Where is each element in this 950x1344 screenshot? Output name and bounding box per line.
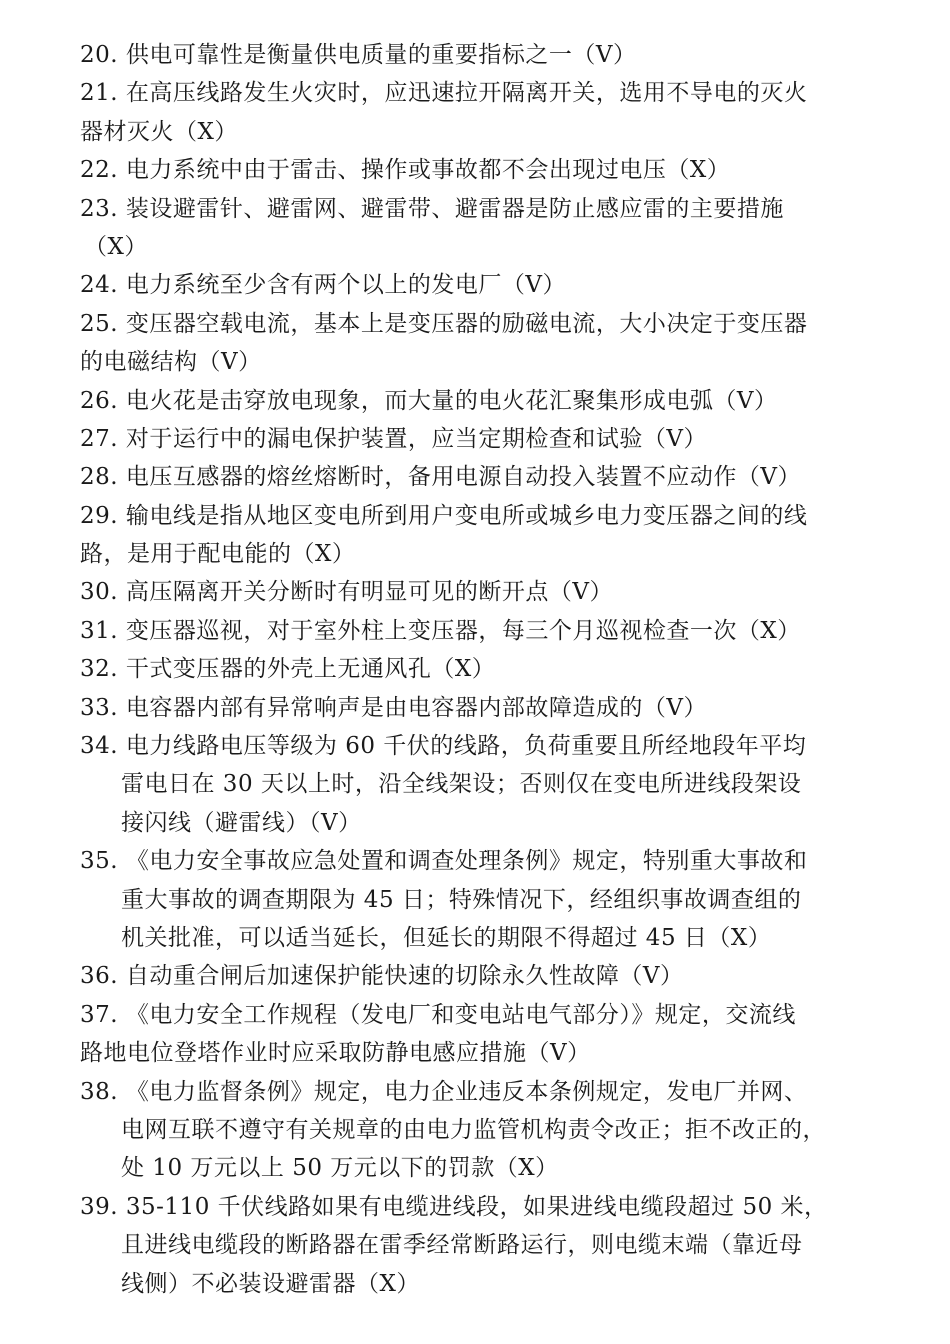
text-line: 37. 《电力安全工作规程（发电厂和变电站电气部分）》规定，交流线 xyxy=(80,1001,796,1028)
text-line: 接闪线（避雷线）（V） xyxy=(121,809,362,836)
text-line: 器材灭火（X） xyxy=(80,118,238,145)
text-line: 线侧）不必装设避雷器（X） xyxy=(121,1270,420,1297)
text-line: 路地电位登塔作业时应采取防静电感应措施（V） xyxy=(80,1040,591,1067)
document-page xyxy=(80,36,880,1303)
text-line: 30. 高压隔离开关分断时有明显可见的断开点（V） xyxy=(80,579,613,606)
text-line: 25. 变压器空载电流，基本上是变压器的励磁电流，大小决定于变压器 xyxy=(80,310,808,337)
text-line: 26. 电火花是击穿放电现象，而大量的电火花汇聚集形成电弧（V） xyxy=(80,387,778,414)
text-line: 35. 《电力安全事故应急处置和调查处理条例》规定，特别重大事故和 xyxy=(80,848,808,875)
text-line: 电网互联不遵守有关规章的由电力监管机构责令改正；拒不改正的， xyxy=(121,1116,826,1143)
text-line: 重大事故的调查期限为 45 日；特殊情况下，经组织事故调查组的 xyxy=(121,886,802,913)
text-line: 路，是用于配电能的（X） xyxy=(80,541,356,568)
text-line: 处 10 万元以上 50 万元以下的罚款（X） xyxy=(121,1155,559,1182)
text-line: 27. 对于运行中的漏电保护装置，应当定期检查和试验（V） xyxy=(80,425,707,452)
text-line: 31. 变压器巡视，对于室外柱上变压器，每三个月巡视检查一次（X） xyxy=(80,617,801,644)
text-line: 36. 自动重合闸后加速保护能快速的切除永久性故障（V） xyxy=(80,963,684,990)
text-line: 雷电日在 30 天以上时，沿全线架设；否则仅在变电所进线段架设 xyxy=(121,771,802,798)
text-line: 38. 《电力监督条例》规定，电力企业违反本条例规定，发电厂并网、 xyxy=(80,1078,808,1105)
text-line: 且进线电缆段的断路器在雷季经常断路运行，则电缆末端（靠近母 xyxy=(121,1232,803,1259)
text-line: 34. 电力线路电压等级为 60 千伏的线路，负荷重要且所经地段年平均 xyxy=(80,733,807,760)
text-line: 29. 输电线是指从地区变电所到用户变电所或城乡电力变压器之间的线 xyxy=(80,502,808,529)
text-line: （X） xyxy=(84,233,148,260)
text-line: 的电磁结构（V） xyxy=(80,349,262,376)
text-line: 22. 电力系统中由于雷击、操作或事故都不会出现过电压（X） xyxy=(80,157,731,184)
text-line: 20. 供电可靠性是衡量供电质量的重要指标之一（V） xyxy=(80,42,637,68)
text-line: 21. 在高压线路发生火灾时，应迅速拉开隔离开关，选用不导电的灭火 xyxy=(80,80,808,107)
text-line: 39. 35-110 千伏线路如果有电缆进线段，如果进线电缆段超过 50 米， xyxy=(80,1193,828,1220)
text-line: 24. 电力系统至少含有两个以上的发电厂（V） xyxy=(80,272,566,299)
text-line: 28. 电压互感器的熔丝熔断时，备用电源自动投入装置不应动作（V） xyxy=(80,464,801,491)
text-line: 机关批准，可以适当延长，但延长的期限不得超过 45 日（X） xyxy=(121,924,772,951)
text-line: 33. 电容器内部有异常响声是由电容器内部故障造成的（V） xyxy=(80,694,707,721)
text-line: 32. 干式变压器的外壳上无通风孔（X） xyxy=(80,656,496,683)
text-line: 23. 装设避雷针、避雷网、避雷带、避雷器是防止感应雷的主要措施 xyxy=(80,195,784,222)
